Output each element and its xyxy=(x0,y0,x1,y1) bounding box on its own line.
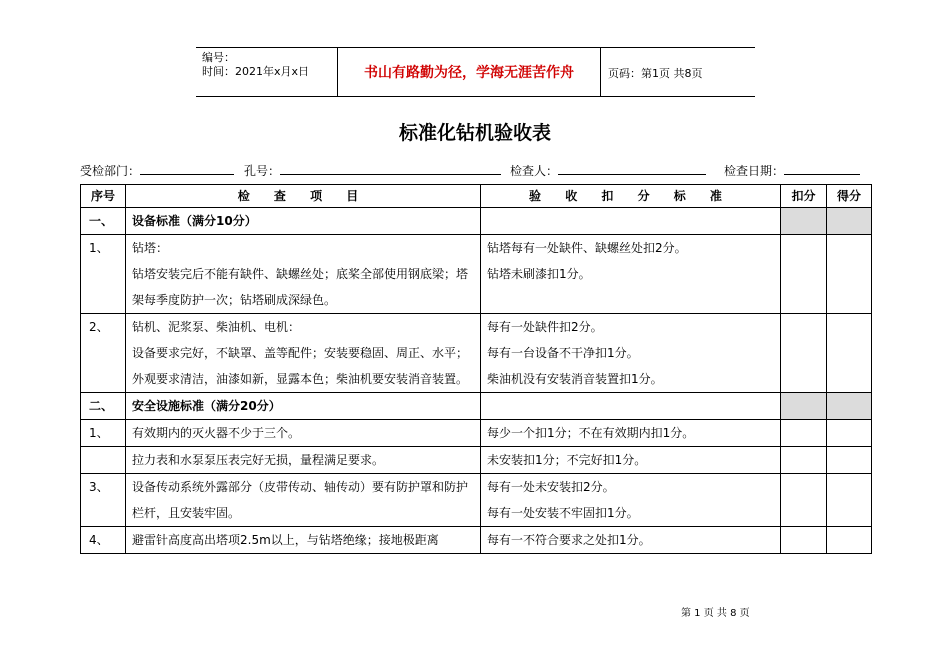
table-row xyxy=(81,235,872,314)
row-num: 1、 xyxy=(81,420,126,447)
deduction-cell[interactable] xyxy=(781,420,827,447)
page-title: 标准化钻机验收表 xyxy=(398,122,551,144)
deduction-cell[interactable] xyxy=(781,314,827,393)
row-num: 一、 xyxy=(81,208,126,235)
deduction-cell xyxy=(781,393,827,420)
page-footer: 第 1 页 共 8 页 xyxy=(681,608,750,619)
row-item: 有效期内的灭火器不少于三个。 xyxy=(126,420,481,447)
standard-line: 柴油机没有安装消音装置扣1分。 xyxy=(487,372,663,386)
col-header-num: 序号 xyxy=(81,185,126,208)
row-num: 4、 xyxy=(81,527,126,554)
dept-blank[interactable] xyxy=(140,163,234,175)
row-item: 安全设施标准（满分20分） xyxy=(126,393,481,420)
row-standard: 每有一不符合要求之处扣1分。 xyxy=(481,527,781,554)
section-row xyxy=(81,208,872,235)
row-standard xyxy=(481,474,781,527)
standard-line: 钻塔每有一处缺件、缺螺丝处扣2分。 xyxy=(487,241,687,255)
row-num: 3、 xyxy=(81,474,126,527)
table-row xyxy=(81,474,872,527)
item-line: 钻塔安装完后不能有缺件、缺螺丝处；底桨全部使用钢底梁；塔架每季度防护一次；钻塔刷成深绿色。 xyxy=(132,267,469,307)
standard-line: 每有一处缺件扣2分。 xyxy=(487,320,603,334)
section-row xyxy=(81,393,872,420)
date-label: 检查日期： xyxy=(724,164,785,178)
code-label: 编号： xyxy=(202,51,235,64)
deduction-cell xyxy=(781,208,827,235)
inspector-blank[interactable] xyxy=(558,163,706,175)
score-cell[interactable] xyxy=(827,420,872,447)
header-meta xyxy=(202,51,309,79)
row-item xyxy=(126,235,481,314)
row-standard xyxy=(481,393,781,420)
time-label: 时间：2021年x月x日 xyxy=(202,65,310,78)
hole-field xyxy=(244,162,501,179)
col-header-deduction: 扣分 xyxy=(781,185,827,208)
table-header-row xyxy=(81,185,872,208)
table-row xyxy=(81,420,872,447)
score-cell xyxy=(827,208,872,235)
dept-label: 受检部门： xyxy=(80,164,141,178)
row-item: 设备标准（满分10分） xyxy=(126,208,481,235)
date-blank[interactable] xyxy=(784,163,860,175)
standard-line: 每有一台设备不干净扣1分。 xyxy=(487,346,639,360)
score-cell[interactable] xyxy=(827,447,872,474)
score-cell[interactable] xyxy=(827,235,872,314)
col-header-score: 得分 xyxy=(827,185,872,208)
row-item xyxy=(126,314,481,393)
row-num: 2、 xyxy=(81,314,126,393)
deduction-cell[interactable] xyxy=(781,474,827,527)
row-item: 拉力表和水泵泵压表完好无损，量程满足要求。 xyxy=(126,447,481,474)
score-cell[interactable] xyxy=(827,314,872,393)
inspection-table xyxy=(80,184,872,554)
dept-field xyxy=(80,162,234,179)
hole-blank[interactable] xyxy=(280,163,501,175)
inspector-label: 检查人： xyxy=(510,164,559,178)
standard-line: 钻塔未刷漆扣1分。 xyxy=(487,267,591,281)
row-num: 1、 xyxy=(81,235,126,314)
table-row xyxy=(81,447,872,474)
standard-line: 每有一处未安装扣2分。 xyxy=(487,480,615,494)
score-cell[interactable] xyxy=(827,474,872,527)
hole-label: 孔号： xyxy=(244,164,281,178)
table-row xyxy=(81,527,872,554)
row-standard: 未安装扣1分；不完好扣1分。 xyxy=(481,447,781,474)
deduction-cell[interactable] xyxy=(781,235,827,314)
col-header-standard: 验 收 扣 分 标 准 xyxy=(481,185,781,208)
item-line: 钻塔： xyxy=(132,241,169,255)
deduction-cell[interactable] xyxy=(781,447,827,474)
row-standard: 每少一个扣1分；不在有效期内扣1分。 xyxy=(481,420,781,447)
row-num xyxy=(81,447,126,474)
table-row xyxy=(81,314,872,393)
row-num: 二、 xyxy=(81,393,126,420)
deduction-cell[interactable] xyxy=(781,527,827,554)
col-header-item: 检 查 项 目 xyxy=(126,185,481,208)
inspector-field xyxy=(510,162,706,179)
page-header xyxy=(196,47,755,97)
item-line: 钻机、泥浆泵、柴油机、电机： xyxy=(132,320,301,334)
row-standard xyxy=(481,235,781,314)
page-label: 页码：第1页 共8页 xyxy=(608,67,703,80)
row-item: 设备传动系统外露部分（皮带传动、轴传动）要有防护罩和防护栏杆，且安装牢固。 xyxy=(126,474,481,527)
motto: 书山有路勤为径，学海无涯苦作舟 xyxy=(337,48,601,96)
row-standard xyxy=(481,314,781,393)
score-cell xyxy=(827,393,872,420)
row-item: 避雷针高度高出塔项2.5m以上，与钻塔绝缘；接地极距离 xyxy=(126,527,481,554)
date-field xyxy=(724,162,860,179)
standard-line: 每有一处安装不牢固扣1分。 xyxy=(487,506,639,520)
row-standard xyxy=(481,208,781,235)
item-line: 设备要求完好，不缺罩、盖等配件；安装要稳固、周正、水平；外观要求清洁，油漆如新，显露本色；柴油机要安装消音装置。 xyxy=(132,346,469,386)
score-cell[interactable] xyxy=(827,527,872,554)
